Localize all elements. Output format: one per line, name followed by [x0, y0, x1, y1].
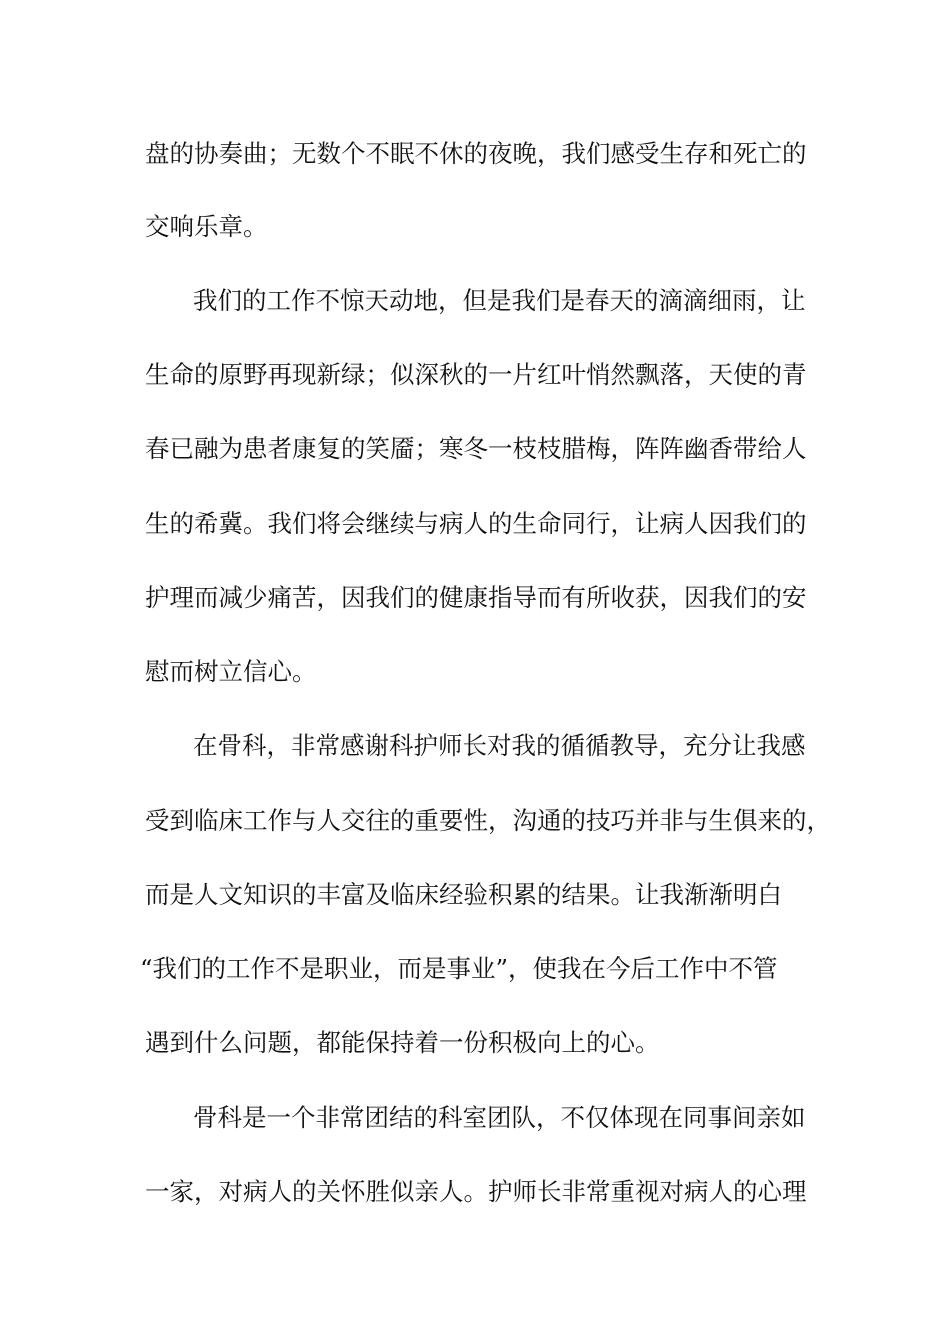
text-line: 而是人文知识的丰富及临床经验积累的结果。让我渐渐明白	[145, 880, 782, 909]
paragraph-first-line: 骨科是一个非常团结的科室团队，不仅体现在同事间亲如	[193, 1103, 806, 1132]
paragraph-first-line: 在骨科，非常感谢科护师长对我的循循教导，充分让我感	[193, 731, 806, 760]
text-line: 盘的协奏曲；无数个不眠不休的夜晚，我们感受生存和死亡的	[145, 139, 807, 168]
text-line: 一家，对病人的关怀胜似亲人。护师长非常重视对病人的心理	[145, 1177, 807, 1206]
text-line: 受到临床工作与人交往的重要性，沟通的技巧并非与生俱来的，	[145, 806, 831, 835]
text-line: 生命的原野再现新绿；似深秋的一片红叶悄然飘落，天使的青	[145, 360, 807, 389]
text-line: 交响乐章。	[145, 212, 268, 241]
text-line: 慰而树立信心。	[145, 657, 317, 686]
text-line: 生的希冀。我们将会继续与病人的生命同行，让病人因我们的	[145, 509, 807, 538]
text-line: 遇到什么问题，都能保持着一份积极向上的心。	[145, 1028, 660, 1057]
text-line: 护理而减少痛苦，因我们的健康指导而有所收获，因我们的安	[145, 583, 807, 612]
text-line: 春已融为患者康复的笑靥；寒冬一枝枝腊梅，阵阵幽香带给人	[145, 434, 807, 463]
paragraph-first-line: 我们的工作不惊天动地，但是我们是春天的滴滴细雨，让	[193, 286, 806, 315]
text-line: “我们的工作不是职业，而是事业”，使我在今后工作中不管	[140, 954, 778, 983]
